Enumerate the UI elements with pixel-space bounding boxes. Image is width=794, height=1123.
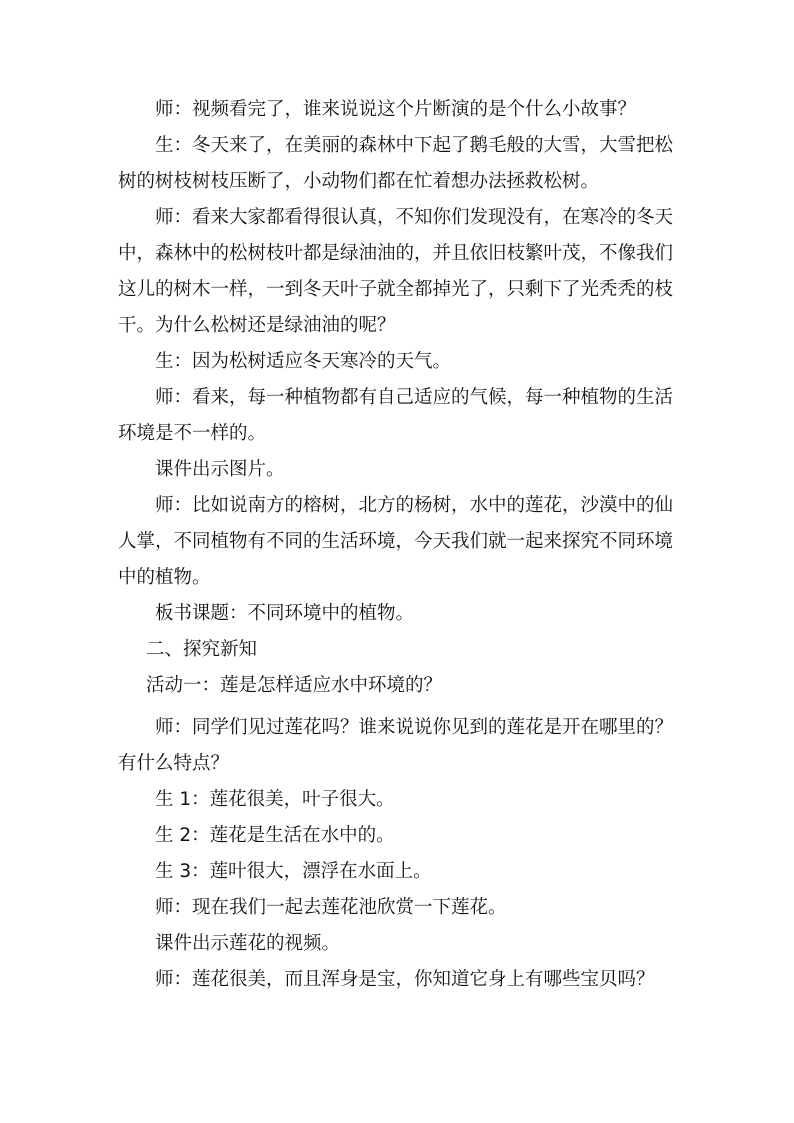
paragraph-7: 师：比如说南方的榕树，北方的杨树，水中的莲花，沙漠中的仙人掌，不同植物有不同的生活环境，今天我们就一起来探究不同环境中的植物。	[118, 495, 674, 588]
paragraph-1: 师：视频看完了，谁来说说这个片断演的是个什么小故事？	[155, 99, 637, 120]
paragraph-12: 生 1：莲花很美，叶子很大。	[155, 789, 395, 810]
paragraph-5: 师：看来，每一种植物都有自己适应的气候，每一种植物的生活环境是不一样的。	[118, 387, 674, 444]
paragraph-2: 生：冬天来了，在美丽的森林中下起了鹅毛般的大雪，大雪把松树的树枝树枝压断了，小动物们都在忙着想办法拯救松树。	[118, 135, 674, 192]
section-heading: 二、探究新知	[146, 639, 258, 660]
paragraph-8: 板书课题：不同环境中的植物。	[155, 603, 415, 624]
paragraph-3: 师：看来大家都看得很认真，不知你们发现没有，在寒冷的冬天中，森林中的松树枝叶都是绿油油的，并且依旧枝繁叶茂，不像我们这儿的树木一样，一到冬天叶子就全都掉光了，只剩下了光秃秃的枝干。为什么松树还是绿油油的呢？	[118, 207, 674, 336]
paragraph-4: 生：因为松树适应冬天寒冷的天气。	[155, 351, 452, 372]
paragraph-11: 师：同学们见过莲花吗？谁来说说你见到的莲花是开在哪里的？有什么特点？	[118, 717, 674, 774]
paragraph-17: 师：莲花很美，而且浑身是宝，你知道它身上有哪些宝贝吗？	[155, 969, 655, 990]
activity-heading: 活动一：莲是怎样适应水中环境的？	[146, 675, 443, 696]
paragraph-13: 生 2：莲花是生活在水中的。	[155, 825, 395, 846]
paragraph-6: 课件出示图片。	[155, 459, 285, 480]
paragraph-14: 生 3：莲叶很大，漂浮在水面上。	[155, 861, 432, 882]
paragraph-16: 课件出示莲花的视频。	[155, 933, 341, 954]
paragraph-15: 师：现在我们一起去莲花池欣赏一下莲花。	[155, 897, 507, 918]
